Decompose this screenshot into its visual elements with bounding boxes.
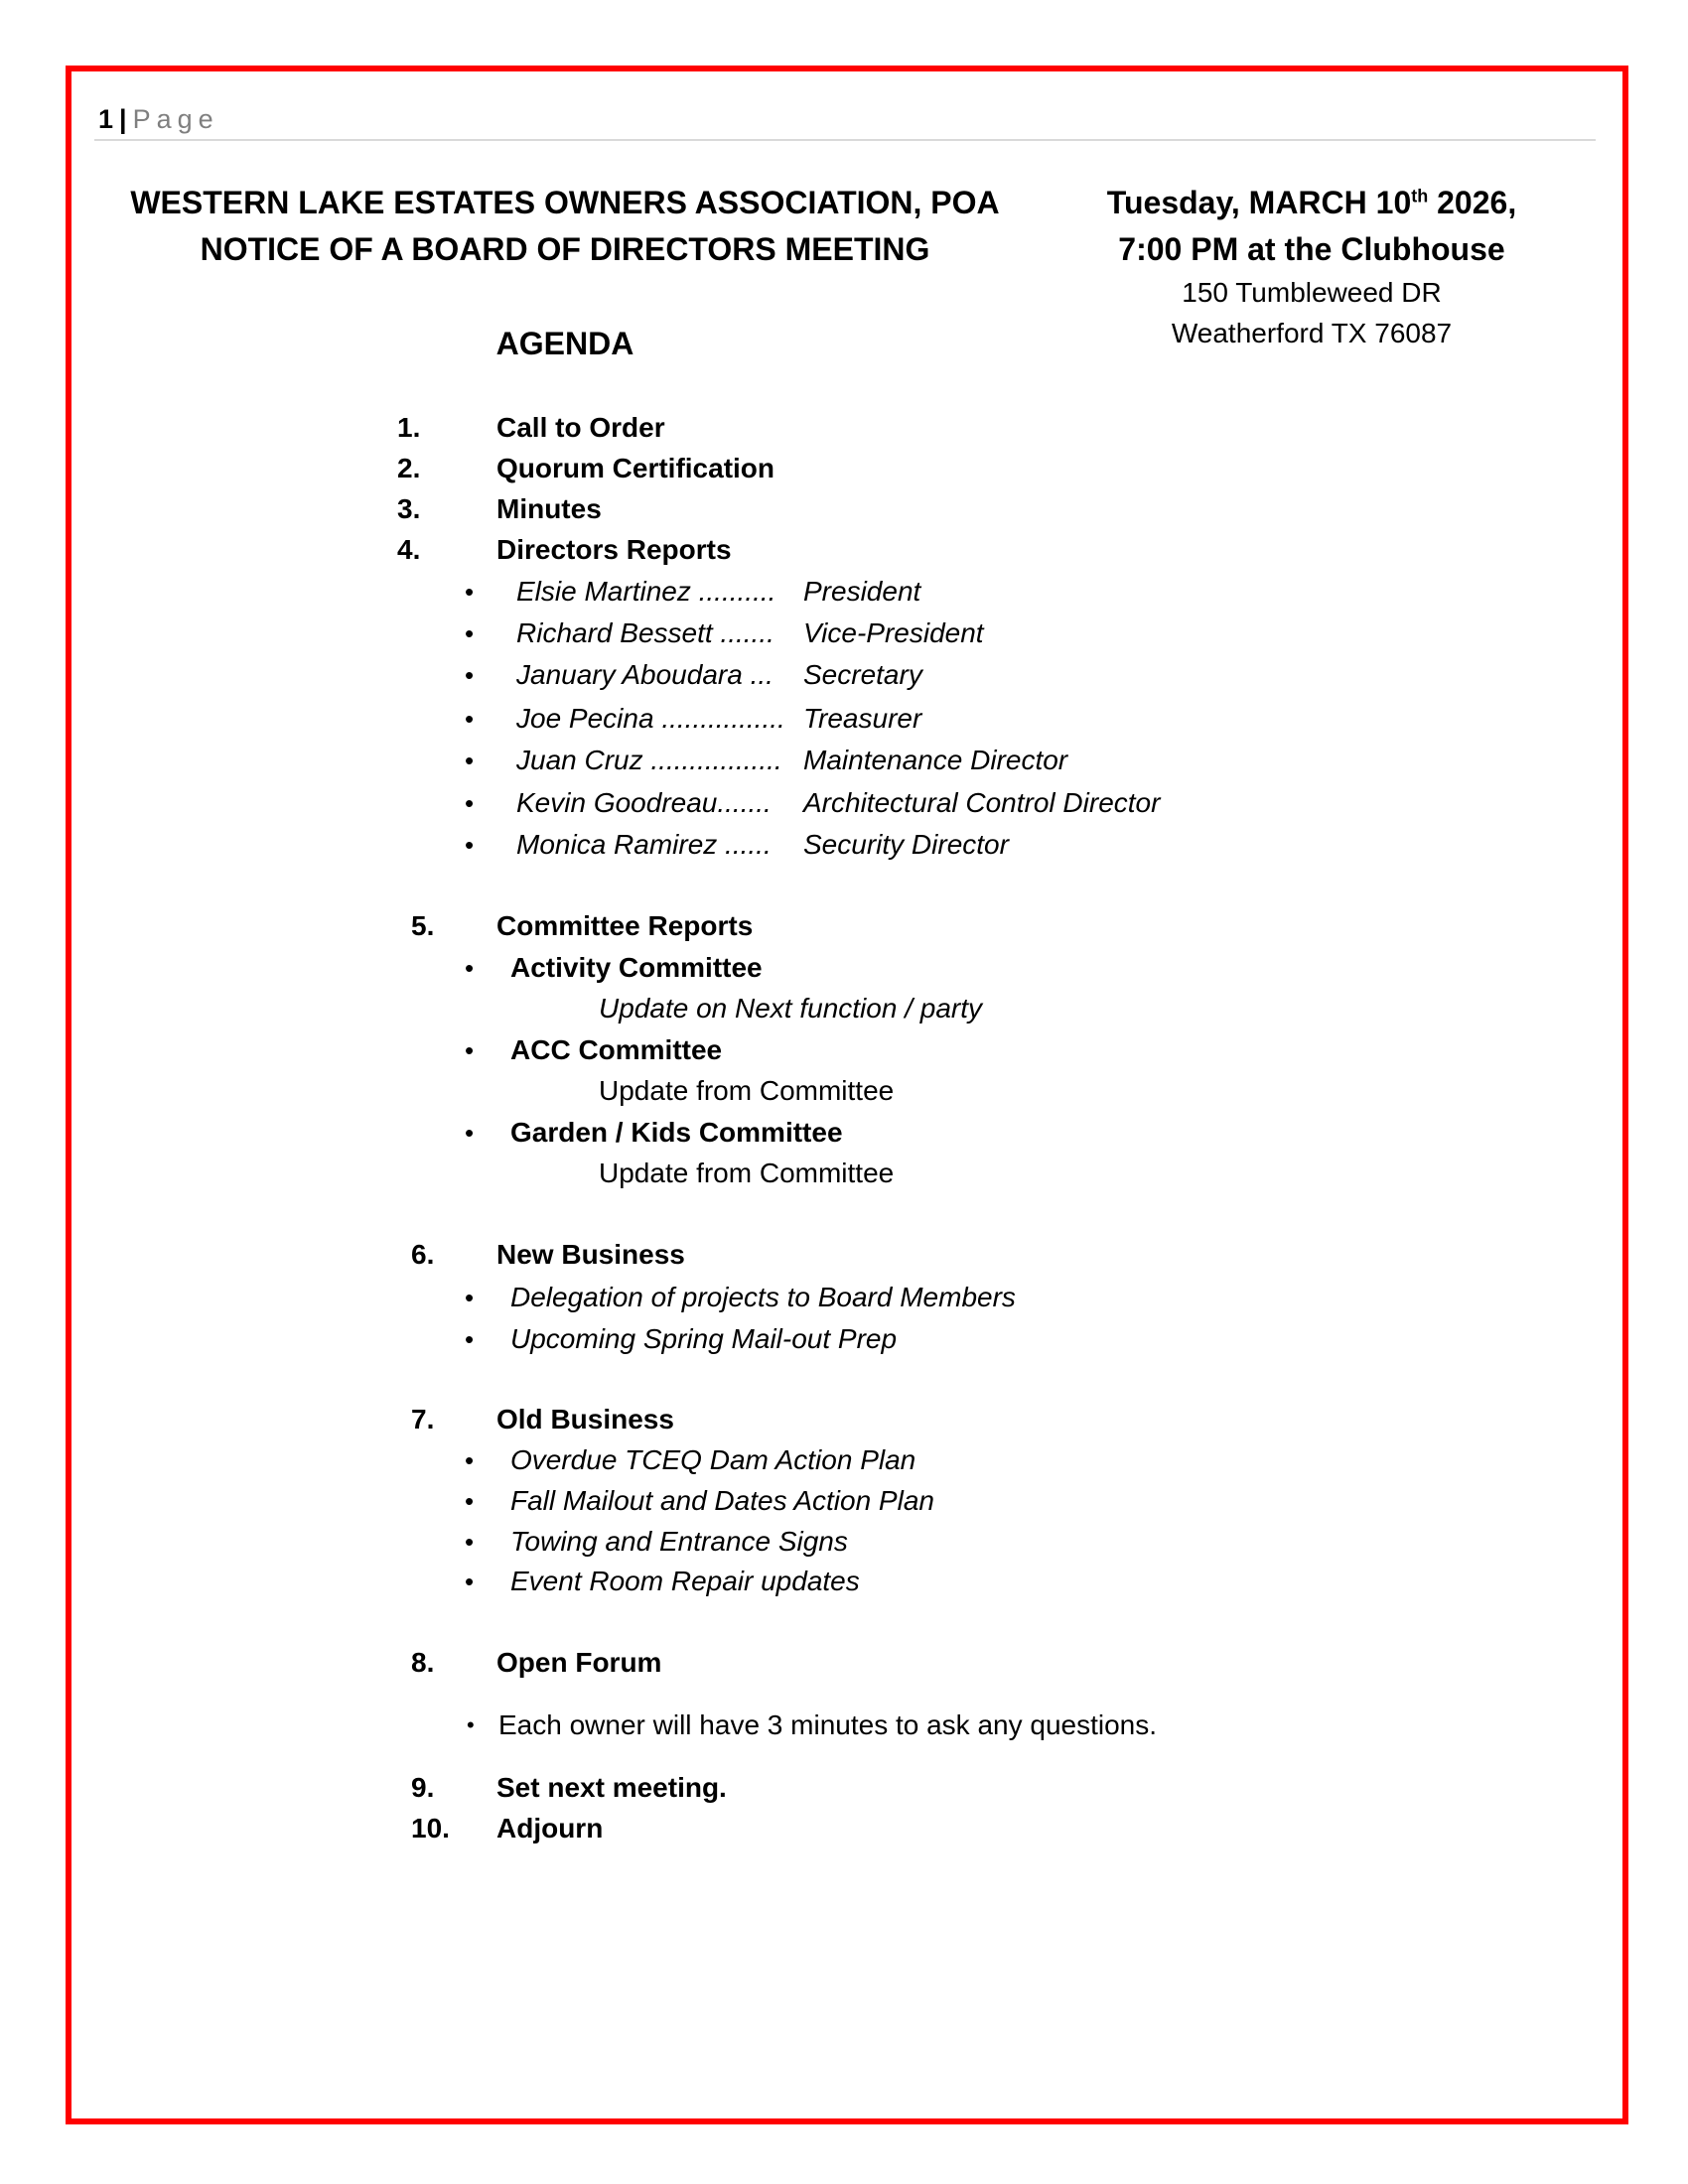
director-name-text: Kevin Goodreau	[516, 787, 718, 818]
director-name-text: Joe Pecina	[516, 703, 654, 734]
director-name	[516, 614, 774, 653]
dot-leader: ................	[653, 703, 785, 734]
agenda-item-label: Minutes	[496, 493, 602, 524]
bullet-icon: •	[465, 660, 475, 690]
agenda-item-label: Old Business	[496, 1404, 674, 1434]
dot-leader: ......	[717, 829, 772, 860]
director-name	[516, 783, 772, 823]
address-line1: 150 Tumbleweed DR	[1182, 277, 1442, 308]
address-line2: Weatherford TX 76087	[1171, 318, 1453, 348]
director-role: Vice-President	[803, 617, 984, 648]
agenda-item-number: 7.	[411, 1404, 435, 1434]
director-name-text: Juan Cruz	[516, 745, 643, 775]
director-name	[516, 572, 775, 612]
page-separator: |	[119, 104, 127, 134]
bullet-icon: •	[465, 1486, 475, 1516]
agenda-item-number: 8.	[411, 1647, 435, 1678]
bullet-icon: •	[465, 746, 475, 775]
bullet-icon: •	[465, 618, 475, 648]
bullet-icon: •	[465, 704, 475, 734]
bullet-icon: •	[465, 1567, 475, 1596]
bullet-icon: •	[465, 788, 475, 818]
agenda-item-label: Set next meeting.	[496, 1772, 727, 1803]
bullet-icon: •	[465, 1035, 475, 1065]
director-name	[516, 699, 785, 739]
agenda-item-label: Call to Order	[496, 412, 665, 443]
old-business-item: Towing and Entrance Signs	[510, 1526, 848, 1557]
agenda-item-number: 9.	[411, 1772, 435, 1803]
director-name	[516, 655, 774, 695]
agenda-item-label: Directors Reports	[496, 534, 732, 565]
bullet-icon: •	[465, 577, 475, 607]
page-label: Page	[132, 104, 219, 134]
bullet-icon: •	[465, 953, 475, 983]
agenda-item-number: 3.	[397, 493, 421, 524]
bullet-icon: •	[465, 1445, 475, 1475]
director-role: Maintenance Director	[803, 745, 1068, 775]
old-business-item: Event Room Repair updates	[510, 1566, 860, 1596]
committee-name: ACC Committee	[510, 1034, 723, 1065]
dot-leader: .......	[717, 787, 772, 818]
meeting-date	[1014, 183, 1610, 222]
open-forum-note: Each owner will have 3 minutes to ask any questions.	[498, 1709, 1158, 1740]
dot-leader: ..........	[690, 576, 776, 607]
agenda-heading: AGENDA	[495, 326, 634, 361]
org-title: WESTERN LAKE ESTATES OWNERS ASSOCIATION, POA	[130, 185, 1000, 220]
committee-name: Garden / Kids Committee	[510, 1117, 843, 1148]
agenda-item-number: 5.	[411, 910, 435, 941]
agenda-item-number: 10.	[411, 1813, 450, 1843]
agenda-item-label: New Business	[496, 1239, 685, 1270]
dot-leader: .................	[642, 745, 782, 775]
director-name-text: Monica Ramirez	[516, 829, 718, 860]
date-year: 2026,	[1428, 185, 1517, 220]
agenda-item-label: Committee Reports	[496, 910, 754, 941]
dot-leader: ...	[742, 659, 774, 690]
committee-detail: Update from Committee	[599, 1075, 895, 1106]
director-name-text: Richard Bessett	[516, 617, 713, 648]
date-ordinal: th	[1411, 186, 1429, 206]
director-name	[516, 825, 772, 865]
bullet-icon: •	[465, 1283, 475, 1312]
header-rule	[94, 139, 1596, 141]
page-header	[98, 101, 219, 137]
director-name	[516, 741, 782, 780]
old-business-item: Fall Mailout and Dates Action Plan	[510, 1485, 934, 1516]
notice-title: NOTICE OF A BOARD OF DIRECTORS MEETING	[200, 231, 930, 267]
dot-leader: .......	[712, 617, 774, 648]
bullet-icon: •	[465, 1324, 475, 1354]
director-role: Architectural Control Director	[803, 787, 1161, 818]
old-business-item: Overdue TCEQ Dam Action Plan	[510, 1444, 916, 1475]
agenda-item-number: 2.	[397, 453, 421, 483]
agenda-item-number: 1.	[397, 412, 421, 443]
meeting-time-place: 7:00 PM at the Clubhouse	[1118, 231, 1505, 267]
agenda-item-label: Adjourn	[496, 1813, 604, 1843]
agenda-item-number: 4.	[397, 534, 421, 565]
director-name-text: January Aboudara	[516, 659, 743, 690]
page-number: 1	[98, 104, 114, 134]
committee-detail: Update on Next function / party	[599, 993, 982, 1024]
agenda-item-label: Quorum Certification	[496, 453, 775, 483]
bullet-icon: •	[465, 1118, 475, 1148]
director-role: President	[803, 576, 921, 607]
new-business-item: Upcoming Spring Mail-out Prep	[510, 1323, 898, 1354]
agenda-item-number: 6.	[411, 1239, 435, 1270]
bullet-icon: •	[465, 1527, 475, 1557]
director-name-text: Elsie Martinez	[516, 576, 691, 607]
director-role: Security Director	[803, 829, 1009, 860]
bullet-icon: •	[467, 1712, 475, 1737]
committee-name: Activity Committee	[510, 952, 763, 983]
date-text: Tuesday, MARCH 10	[1106, 185, 1412, 220]
director-role: Secretary	[803, 659, 922, 690]
new-business-item: Delegation of projects to Board Members	[510, 1282, 1016, 1312]
bullet-icon: •	[465, 830, 475, 860]
director-role: Treasurer	[803, 703, 922, 734]
agenda-item-label: Open Forum	[496, 1647, 662, 1678]
committee-detail: Update from Committee	[599, 1158, 895, 1188]
